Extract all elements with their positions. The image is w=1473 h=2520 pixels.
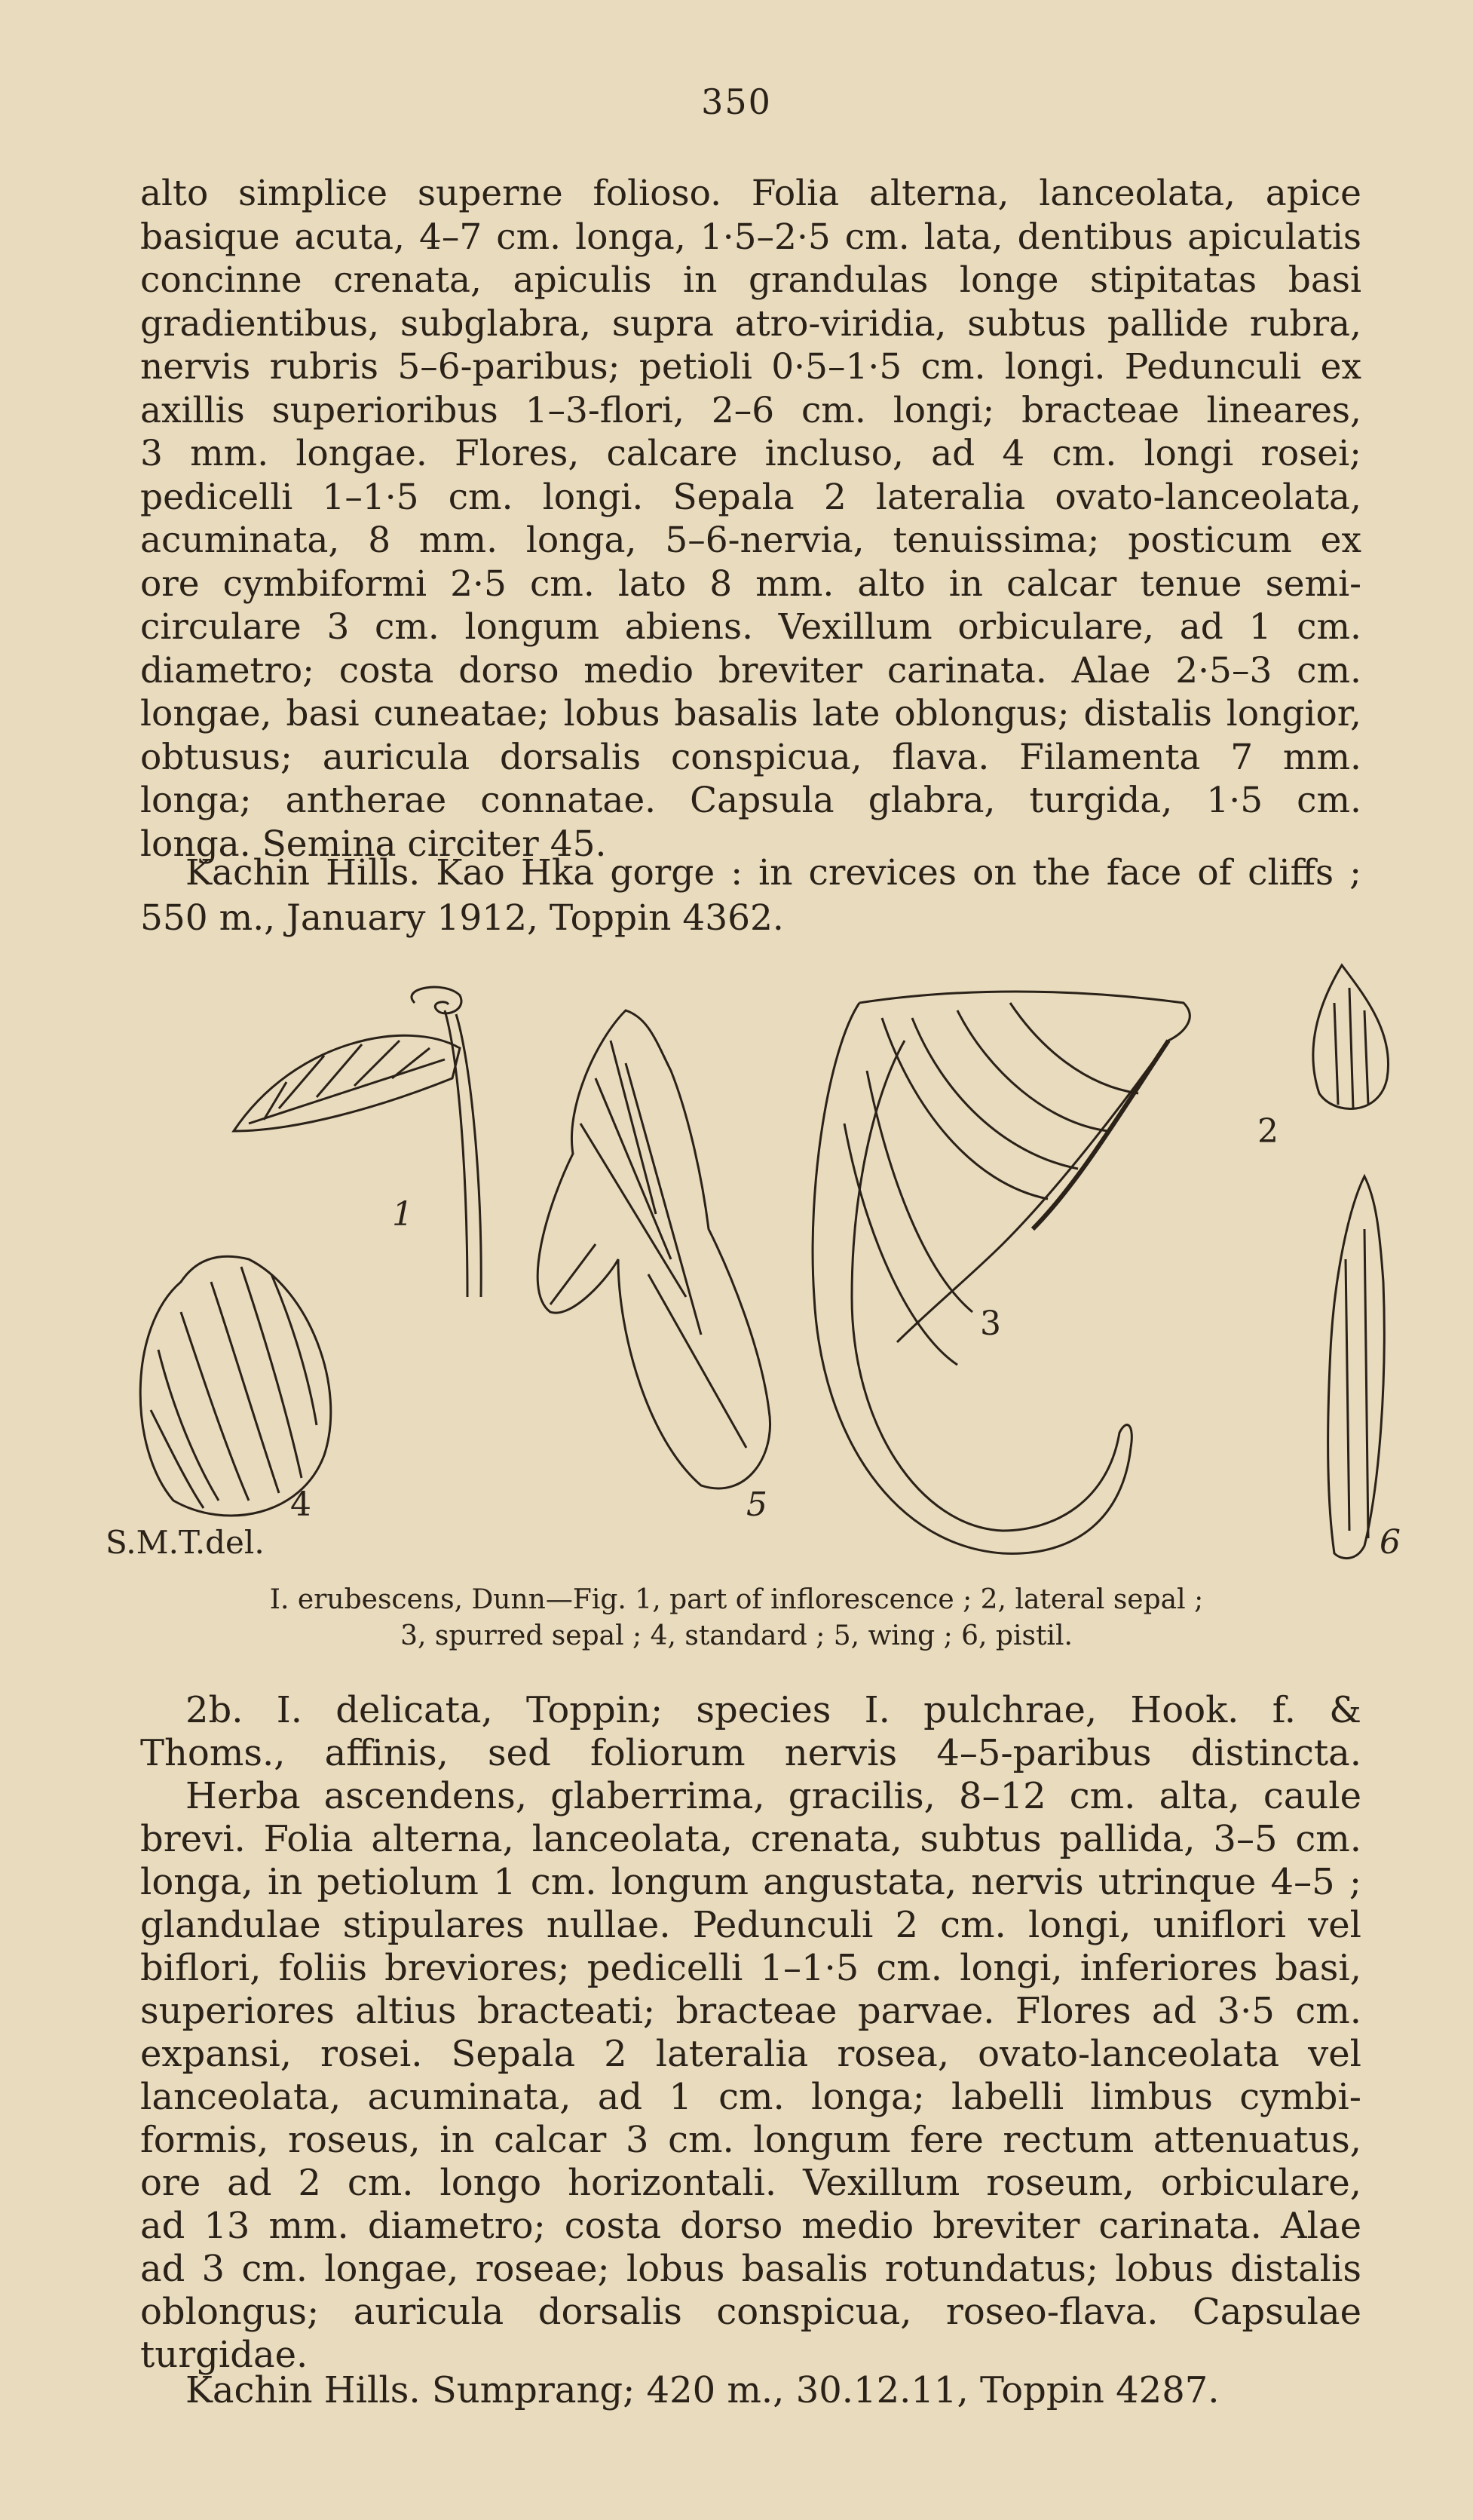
- text-line: 3 mm. longae. Flores, calcare incluso, ad 4 cm. longi rosei;: [140, 433, 1361, 474]
- description-delicata: [140, 1689, 1361, 2377]
- text-line: longa. Semina circiter 45.: [140, 823, 607, 865]
- text-line: nervis rubris 5–6-paribus; petioli 0·5–1·5 cm. longi. Pedunculi ex: [140, 346, 1361, 388]
- figure-caption: 3, spurred sepal ; 4, standard ; 5, wing ; 6, pistil.: [400, 1620, 1073, 1651]
- text-line: formis, roseus, in calcar 3 cm. longum fere rectum attenuatus,: [140, 2119, 1361, 2161]
- text-line: alto simplice superne folioso. Folia alterna, lanceolata, apice: [140, 173, 1361, 214]
- text-line: pedicelli 1–1·5 cm. longi. Sepala 2 lateralia ovato-lanceolata,: [140, 476, 1361, 518]
- fig-lateral-sepal: [1313, 965, 1389, 1108]
- habitat-line: 550 m., January 1912, Toppin 4362.: [140, 897, 784, 939]
- fig-pistil: [1328, 1176, 1385, 1559]
- habitat-line: Kachin Hills. Kao Hka gorge : in crevices on the face of cliffs ;: [185, 852, 1361, 894]
- text-line: lanceolata, acuminata, ad 1 cm. longa; labelli limbus cymbi-: [140, 2076, 1361, 2118]
- description-erubescens: [140, 172, 1361, 866]
- text-line: longa, in petiolum 1 cm. longum angustata, nervis utrinque 4–5 ;: [140, 1861, 1361, 1903]
- figure-caption: I. erubescens, Dunn—Fig. 1, part of inflorescence ; 2, lateral sepal ;: [269, 1584, 1204, 1615]
- fig-inflorescence: [234, 987, 481, 1297]
- text-line: diametro; costa dorso medio breviter carinata. Alae 2·5–3 cm.: [140, 649, 1361, 691]
- fig-label-3: 3: [980, 1304, 1001, 1343]
- text-line: obtusus; auricula dorsalis conspicua, flava. Filamenta 7 mm.: [140, 736, 1361, 778]
- habitat-delicata: [140, 2368, 1361, 2413]
- habitat-erubescens: [140, 851, 1361, 941]
- fig-label-6: 6: [1380, 1523, 1401, 1562]
- species-heading: 2b. I. delicata, Toppin; species I. pulchrae, Hook. f. &: [185, 1689, 1361, 1731]
- text-line: biflori, foliis breviores; pedicelli 1–1·5 cm. longi, inferiores basi,: [140, 1947, 1361, 1989]
- fig-label-2: 2: [1257, 1112, 1279, 1151]
- text-line: ore cymbiformi 2·5 cm. lato 8 mm. alto in calcar tenue semi-: [140, 563, 1361, 605]
- text-line: axillis superioribus 1–3-flori, 2–6 cm. longi; bracteae lineares,: [140, 389, 1361, 431]
- fig-label-4: 4: [290, 1485, 311, 1524]
- text-line: glandulae stipulares nullae. Pedunculi 2 cm. longi, uniflori vel: [140, 1904, 1361, 1946]
- text-line: circulare 3 cm. longum abiens. Vexillum orbiculare, ad 1 cm.: [140, 606, 1361, 648]
- artist-signature: S.M.T.del.: [106, 1524, 265, 1561]
- text-line: Thoms., affinis, sed foliorum nervis 4–5-paribus distincta.: [140, 1732, 1361, 1774]
- habitat-line: Kachin Hills. Sumprang; 420 m., 30.12.11, Toppin 4287.: [185, 2369, 1220, 2411]
- text-line: ad 3 cm. longae, roseae; lobus basalis rotundatus; lobus distalis: [140, 2248, 1361, 2290]
- text-line: concinne crenata, apiculis in grandulas longe stipitatas basi: [140, 259, 1361, 301]
- text-line: turgidae.: [140, 2334, 308, 2376]
- text-line: ad 13 mm. diametro; costa dorso medio breviter carinata. Alae: [140, 2205, 1361, 2247]
- text-line: oblongus; auricula dorsalis conspicua, roseo-flava. Capsulae: [140, 2291, 1361, 2333]
- fig-wing: [537, 1010, 770, 1488]
- text-line: longa; antherae connatae. Capsula glabra, turgida, 1·5 cm.: [140, 780, 1361, 821]
- text-line: basique acuta, 4–7 cm. longa, 1·5–2·5 cm. lata, dentibus apiculatis: [140, 216, 1361, 258]
- text-line: Herba ascendens, glaberrima, gracilis, 8–12 cm. alta, caule: [185, 1775, 1361, 1817]
- text-line: gradientibus, subglabra, supra atro-viridia, subtus pallide rubra,: [140, 302, 1361, 345]
- page-number: 350: [701, 81, 772, 122]
- text-line: ore ad 2 cm. longo horizontali. Vexillum roseum, orbiculare,: [140, 2162, 1361, 2204]
- fig-spurred-sepal: [813, 992, 1190, 1553]
- text-line: longae, basi cuneatae; lobus basalis late oblongus; distalis longior,: [140, 693, 1361, 734]
- fig-standard: [140, 1256, 331, 1516]
- text-line: acuminata, 8 mm. longa, 5–6-nervia, tenuissima; posticum ex: [140, 520, 1361, 561]
- text-line: brevi. Folia alterna, lanceolata, crenata, subtus pallida, 3–5 cm.: [140, 1818, 1361, 1860]
- fig-label-5: 5: [746, 1485, 767, 1524]
- text-line: superiores altius bracteati; bracteae parvae. Flores ad 3·5 cm.: [140, 1990, 1361, 2032]
- text-line: expansi, rosei. Sepala 2 lateralia rosea, ovato-lanceolata vel: [140, 2033, 1361, 2075]
- fig-label-1: 1: [392, 1195, 413, 1234]
- botanical-illustration: [106, 958, 1401, 1576]
